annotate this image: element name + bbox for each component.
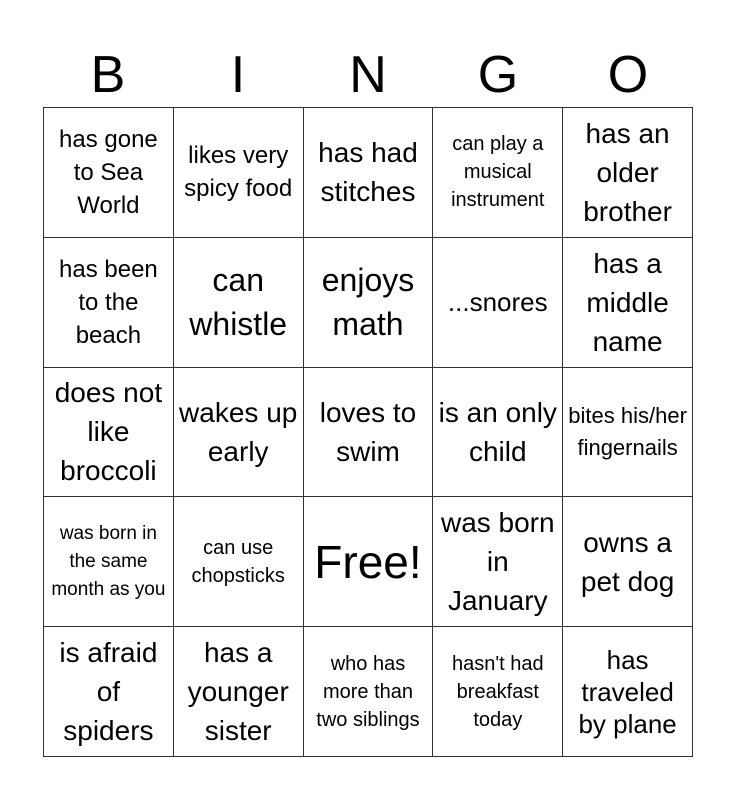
bingo-cell[interactable] bbox=[304, 627, 434, 757]
cell-label: bites his/her fingernails bbox=[568, 402, 687, 460]
cell-label: is afraid of spiders bbox=[59, 637, 158, 747]
bingo-cell[interactable] bbox=[304, 368, 434, 498]
header-letter-b: B bbox=[90, 46, 126, 104]
bingo-cell[interactable] bbox=[304, 108, 434, 238]
cell-label: was born in January bbox=[440, 507, 555, 617]
bingo-cell[interactable] bbox=[174, 627, 304, 757]
cell-label: has traveled by plane bbox=[578, 644, 677, 739]
bingo-cell[interactable] bbox=[304, 238, 434, 368]
cell-label: has a younger sister bbox=[187, 637, 289, 747]
header-letter-n: N bbox=[349, 46, 387, 104]
free-space-label: Free! bbox=[314, 535, 422, 588]
bingo-cell[interactable] bbox=[433, 497, 563, 627]
cell-label: is an only child bbox=[438, 396, 557, 467]
bingo-cell[interactable] bbox=[174, 368, 304, 498]
bingo-cell[interactable] bbox=[44, 627, 174, 757]
bingo-header bbox=[43, 44, 693, 106]
cell-label: has a middle name bbox=[586, 247, 669, 357]
cell-label: was born in the same month as you bbox=[51, 522, 166, 600]
cell-label: can whistle bbox=[189, 262, 288, 343]
header-letter-o: O bbox=[607, 46, 649, 104]
bingo-cell[interactable] bbox=[563, 238, 693, 368]
bingo-cell[interactable] bbox=[433, 368, 563, 498]
cell-label: can use chopsticks bbox=[191, 536, 285, 587]
bingo-cell[interactable] bbox=[44, 368, 174, 498]
cell-label: has an older brother bbox=[583, 117, 672, 227]
bingo-cell[interactable] bbox=[174, 108, 304, 238]
cell-label: can play a musical instrument bbox=[451, 133, 545, 212]
bingo-grid bbox=[43, 107, 693, 757]
cell-label: hasn't had breakfast today bbox=[451, 652, 544, 731]
cell-label: likes very spicy food bbox=[184, 142, 293, 203]
cell-label: ...snores bbox=[447, 287, 548, 318]
cell-label: wakes up early bbox=[179, 396, 298, 467]
cell-label: does not like broccoli bbox=[54, 377, 163, 487]
bingo-cell[interactable] bbox=[433, 108, 563, 238]
cell-label: owns a pet dog bbox=[580, 526, 675, 597]
bingo-cell[interactable] bbox=[174, 497, 304, 627]
bingo-cell[interactable] bbox=[44, 497, 174, 627]
cell-label: has gone to Sea World bbox=[59, 125, 158, 219]
bingo-cell[interactable] bbox=[563, 627, 693, 757]
bingo-cell[interactable] bbox=[174, 238, 304, 368]
bingo-cell[interactable] bbox=[563, 108, 693, 238]
bingo-cell[interactable] bbox=[433, 627, 563, 757]
free-space-cell[interactable] bbox=[304, 497, 434, 627]
bingo-cell[interactable] bbox=[44, 238, 174, 368]
cell-label: has had stitches bbox=[318, 137, 418, 208]
header-letter-g: G bbox=[477, 46, 519, 104]
bingo-cell[interactable] bbox=[44, 108, 174, 238]
header-letter-i: I bbox=[230, 46, 246, 104]
cell-label: enjoys math bbox=[321, 262, 415, 343]
cell-label: loves to swim bbox=[319, 396, 417, 467]
bingo-cell[interactable] bbox=[563, 368, 693, 498]
bingo-cell[interactable] bbox=[563, 497, 693, 627]
cell-label: who has more than two siblings bbox=[316, 652, 420, 731]
bingo-cell[interactable] bbox=[433, 238, 563, 368]
cell-label: has been to the beach bbox=[59, 255, 158, 349]
